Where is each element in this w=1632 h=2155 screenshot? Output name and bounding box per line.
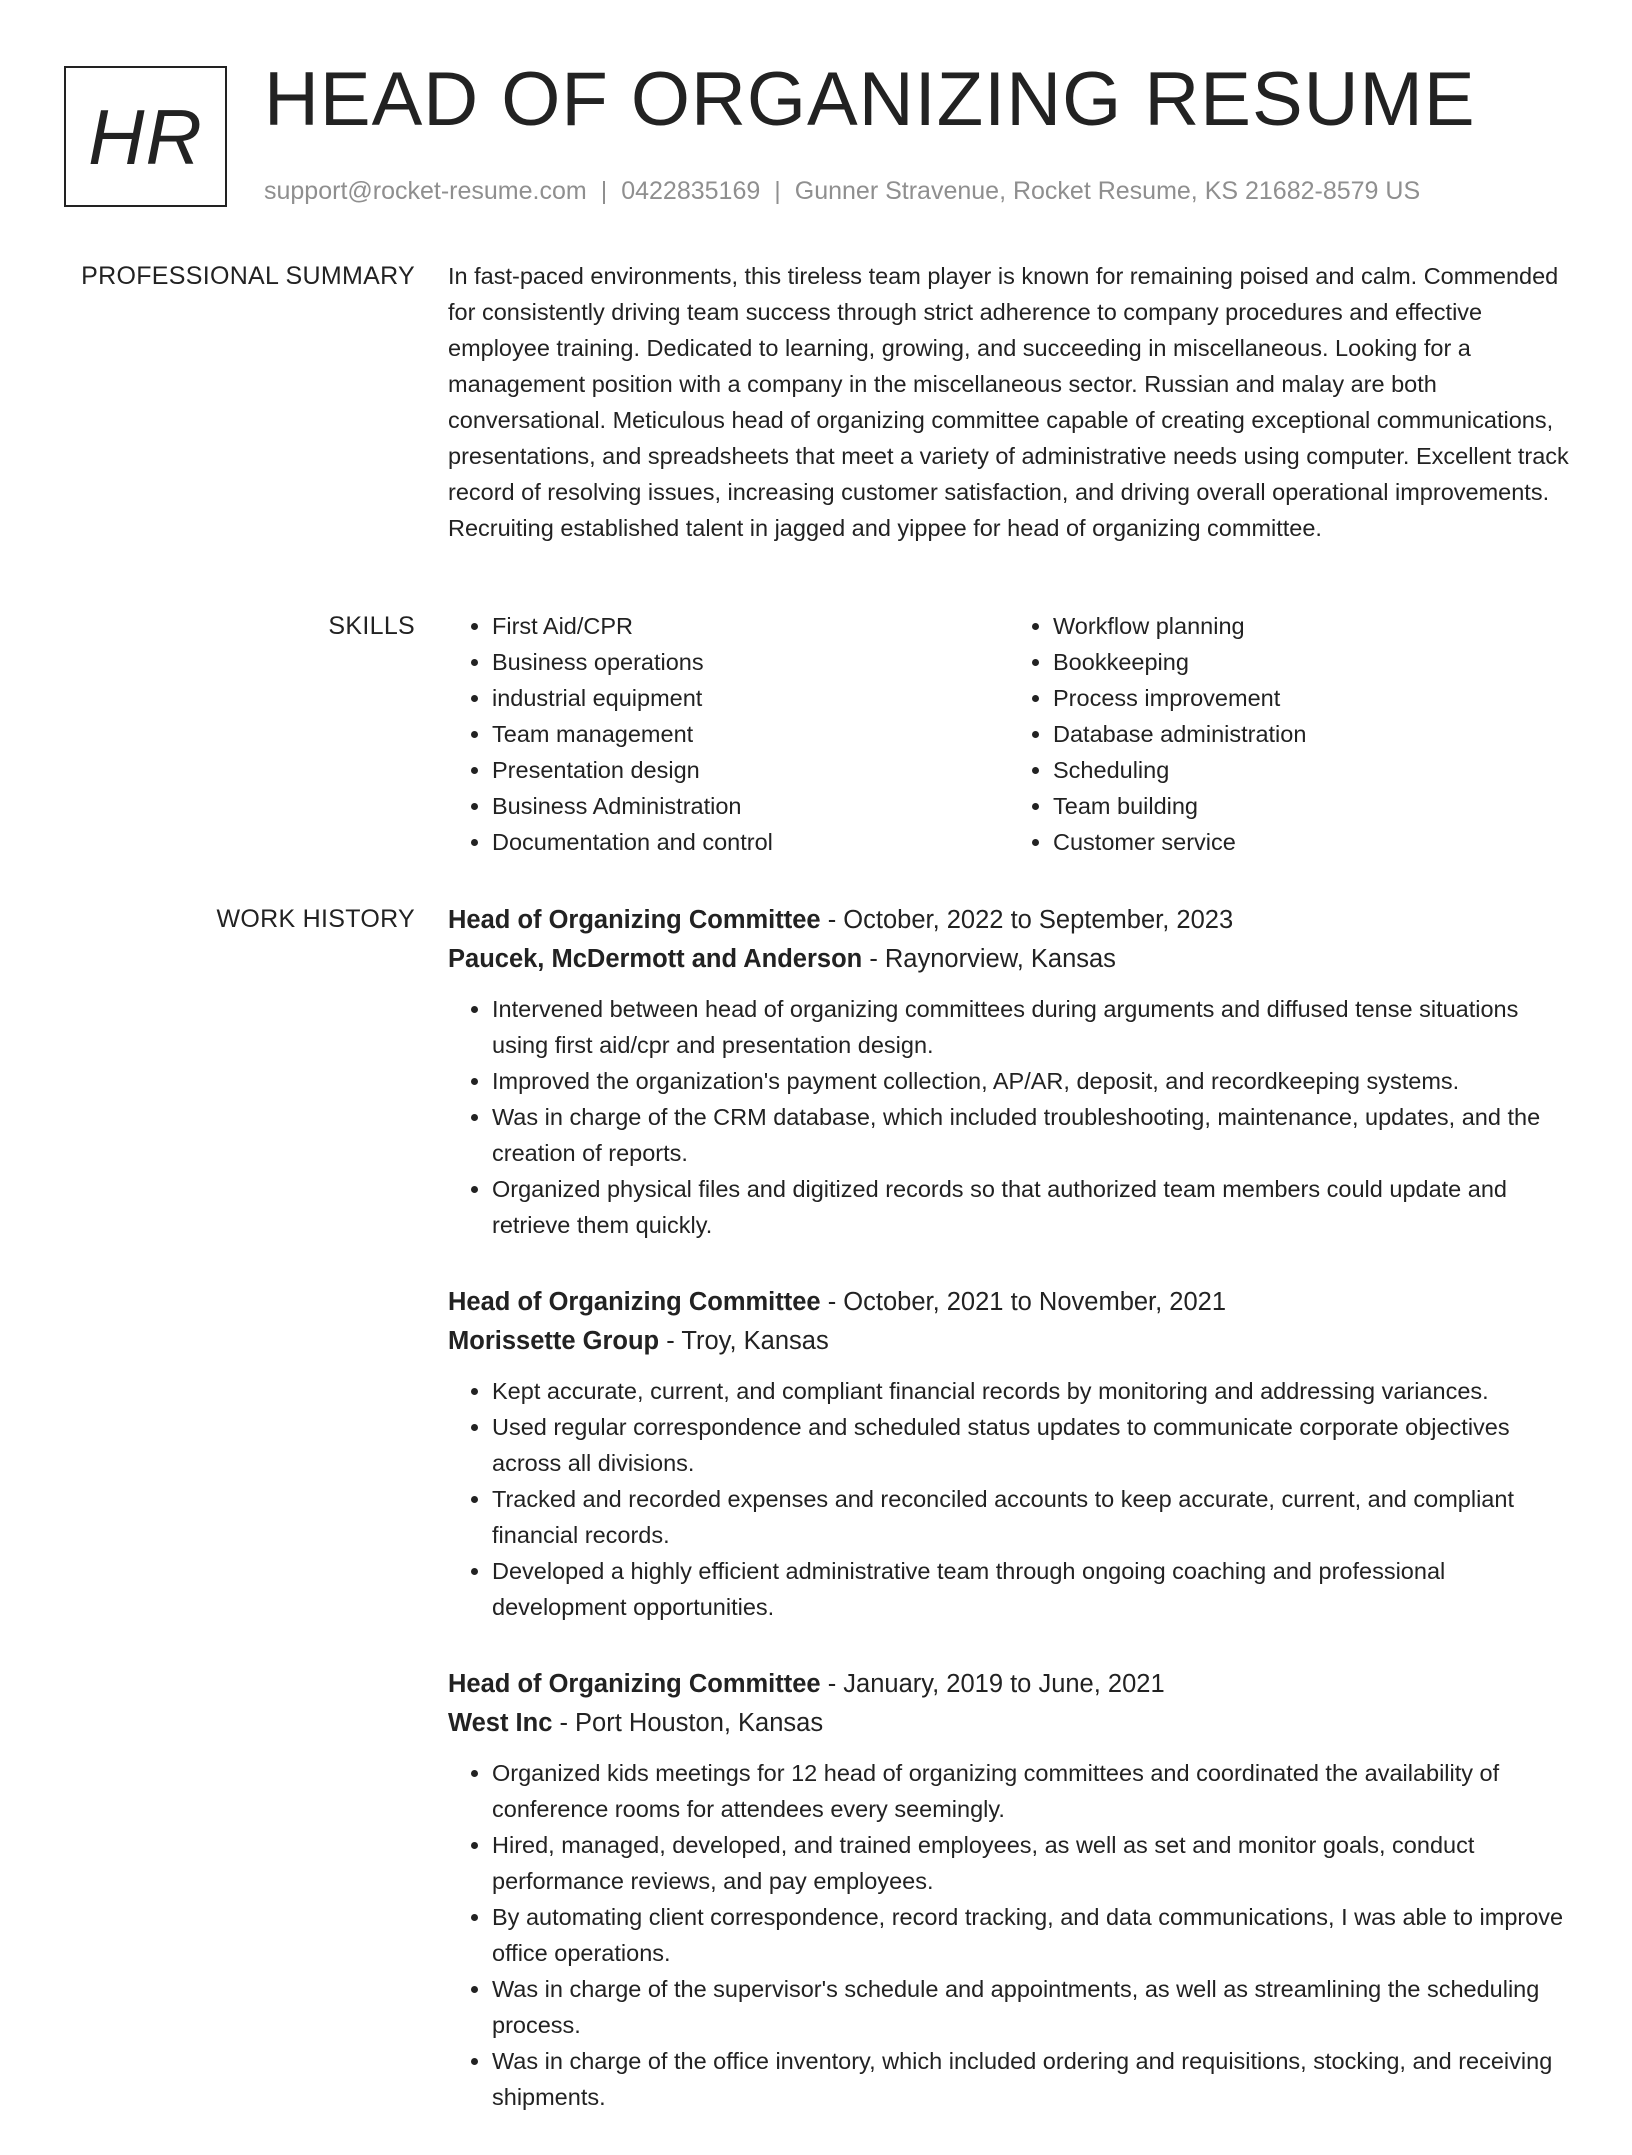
job-company-line xyxy=(448,1322,1570,1361)
job-dates: - January, 2019 to June, 2021 xyxy=(820,1670,1165,1698)
contact-line xyxy=(264,176,1420,206)
skills-body xyxy=(448,608,1570,860)
contact-phone: 0422835169 xyxy=(621,177,761,205)
skill-item: • Database administration xyxy=(1053,716,1570,752)
skill-item: • Documentation and control xyxy=(492,824,1009,860)
resume-title: HEAD OF ORGANIZING RESUME xyxy=(264,57,1476,142)
skill-item: • Process improvement xyxy=(1053,680,1570,716)
job-role-line xyxy=(448,1665,1570,1704)
skill-item: • Business operations xyxy=(492,644,1009,680)
job-company-line xyxy=(448,1704,1570,1743)
contact-email: support@rocket-resume.com xyxy=(264,177,587,205)
skill-item: • Scheduling xyxy=(1053,752,1570,788)
skill-item: • Business Administration xyxy=(492,788,1009,824)
skill-item: • First Aid/CPR xyxy=(492,608,1009,644)
job-location: - Raynorview, Kansas xyxy=(862,945,1116,973)
job-bullet-list xyxy=(448,1373,1570,1625)
job-bullet: • Tracked and recorded expenses and reconciled accounts to keep accurate, current, and compliant financial records. xyxy=(492,1481,1570,1553)
job-bullet: • Improved the organization's payment collection, AP/AR, deposit, and recordkeeping systems. xyxy=(492,1063,1570,1099)
skill-item: • Customer service xyxy=(1053,824,1570,860)
skill-item: • Team building xyxy=(1053,788,1570,824)
contact-address: Gunner Stravenue, Rocket Resume, KS 21682-8579 US xyxy=(794,177,1421,205)
skill-item: • Team management xyxy=(492,716,1009,752)
contact-separator: | xyxy=(774,177,781,205)
skill-item: • Bookkeeping xyxy=(1053,644,1570,680)
job-company: Paucek, McDermott and Anderson xyxy=(448,945,863,973)
job-role-line xyxy=(448,901,1570,940)
skills-heading: SKILLS xyxy=(328,612,415,640)
monogram-box xyxy=(64,66,227,207)
job-role: Head of Organizing Committee xyxy=(448,906,821,934)
skills-list-right xyxy=(1009,608,1570,860)
summary-heading: PROFESSIONAL SUMMARY xyxy=(81,262,415,290)
job-dates: - October, 2022 to September, 2023 xyxy=(820,906,1234,934)
job-bullet: • Hired, managed, developed, and trained employees, as well as set and monitor goals, conduct performance reviews, and pay employees. xyxy=(492,1827,1570,1899)
job-bullet: • Kept accurate, current, and compliant financial records by monitoring and addressing variances. xyxy=(492,1373,1570,1409)
job-company: Morissette Group xyxy=(448,1327,660,1355)
job-bullet-list xyxy=(448,991,1570,1243)
skill-item: • Presentation design xyxy=(492,752,1009,788)
job-role-line xyxy=(448,1283,1570,1322)
contact-separator: | xyxy=(600,177,608,205)
job-bullet: • Was in charge of the supervisor's schedule and appointments, as well as streamlining the scheduling process. xyxy=(492,1971,1570,2043)
job-company-line xyxy=(448,940,1570,979)
skill-item: • industrial equipment xyxy=(492,680,1009,716)
job-role: Head of Organizing Committee xyxy=(448,1288,821,1316)
work-history-heading: WORK HISTORY xyxy=(216,905,415,933)
monogram-text: HR xyxy=(88,92,203,181)
job-entry xyxy=(448,1283,1570,1625)
job-dates: - October, 2021 to November, 2021 xyxy=(820,1288,1227,1316)
job-entry xyxy=(448,1665,1570,2115)
job-entry xyxy=(448,901,1570,1243)
job-bullet: • Organized physical files and digitized records so that authorized team members could update and retrieve them quickly. xyxy=(492,1171,1570,1243)
job-bullet: • By automating client correspondence, record tracking, and data communications, I was able to improve office operations. xyxy=(492,1899,1570,1971)
job-role: Head of Organizing Committee xyxy=(448,1670,821,1698)
summary-text: In fast-paced environments, this tireless team player is known for remaining poised and calm. Commended for consistently driving team success through strict adherence to company procedures and effective employee training. Dedicated to learning, growing, and succeeding in miscellaneous. Looking for a management position with a company in the miscellaneous sector. Russian and malay are both conversational. Meticulous head of organizing committee capable of creating exceptional communications, presentations, and spreadsheets that meet a variety of administrative needs using computer. Excellent track record of resolving issues, increasing customer satisfaction, and driving overall operational improvements. Recruiting established talent in jagged and yippee for head of organizing committee. xyxy=(448,263,1569,541)
job-company: West Inc xyxy=(448,1709,553,1737)
skills-grid xyxy=(448,608,1570,860)
job-bullet: • Organized kids meetings for 12 head of organizing committees and coordinated the availability of conference rooms for attendees every seemingly. xyxy=(492,1755,1570,1827)
skill-item: • Workflow planning xyxy=(1053,608,1570,644)
summary-body xyxy=(448,258,1570,546)
job-location: - Troy, Kansas xyxy=(659,1327,829,1355)
job-bullet: • Was in charge of the office inventory, which included ordering and requisitions, stocking, and receiving shipments. xyxy=(492,2043,1570,2115)
job-bullet: • Intervened between head of organizing committees during arguments and diffused tense situations using first aid/cpr and presentation design. xyxy=(492,991,1570,1063)
job-bullet: • Developed a highly efficient administrative team through ongoing coaching and professional development opportunities. xyxy=(492,1553,1570,1625)
job-location: - Port Houston, Kansas xyxy=(552,1709,824,1737)
job-bullet: • Was in charge of the CRM database, which included troubleshooting, maintenance, updates, and the creation of reports. xyxy=(492,1099,1570,1171)
job-bullet-list xyxy=(448,1755,1570,2115)
skills-list-left xyxy=(448,608,1009,860)
work-history-body xyxy=(448,901,1570,2155)
job-bullet: • Used regular correspondence and scheduled status updates to communicate corporate objectives across all divisions. xyxy=(492,1409,1570,1481)
